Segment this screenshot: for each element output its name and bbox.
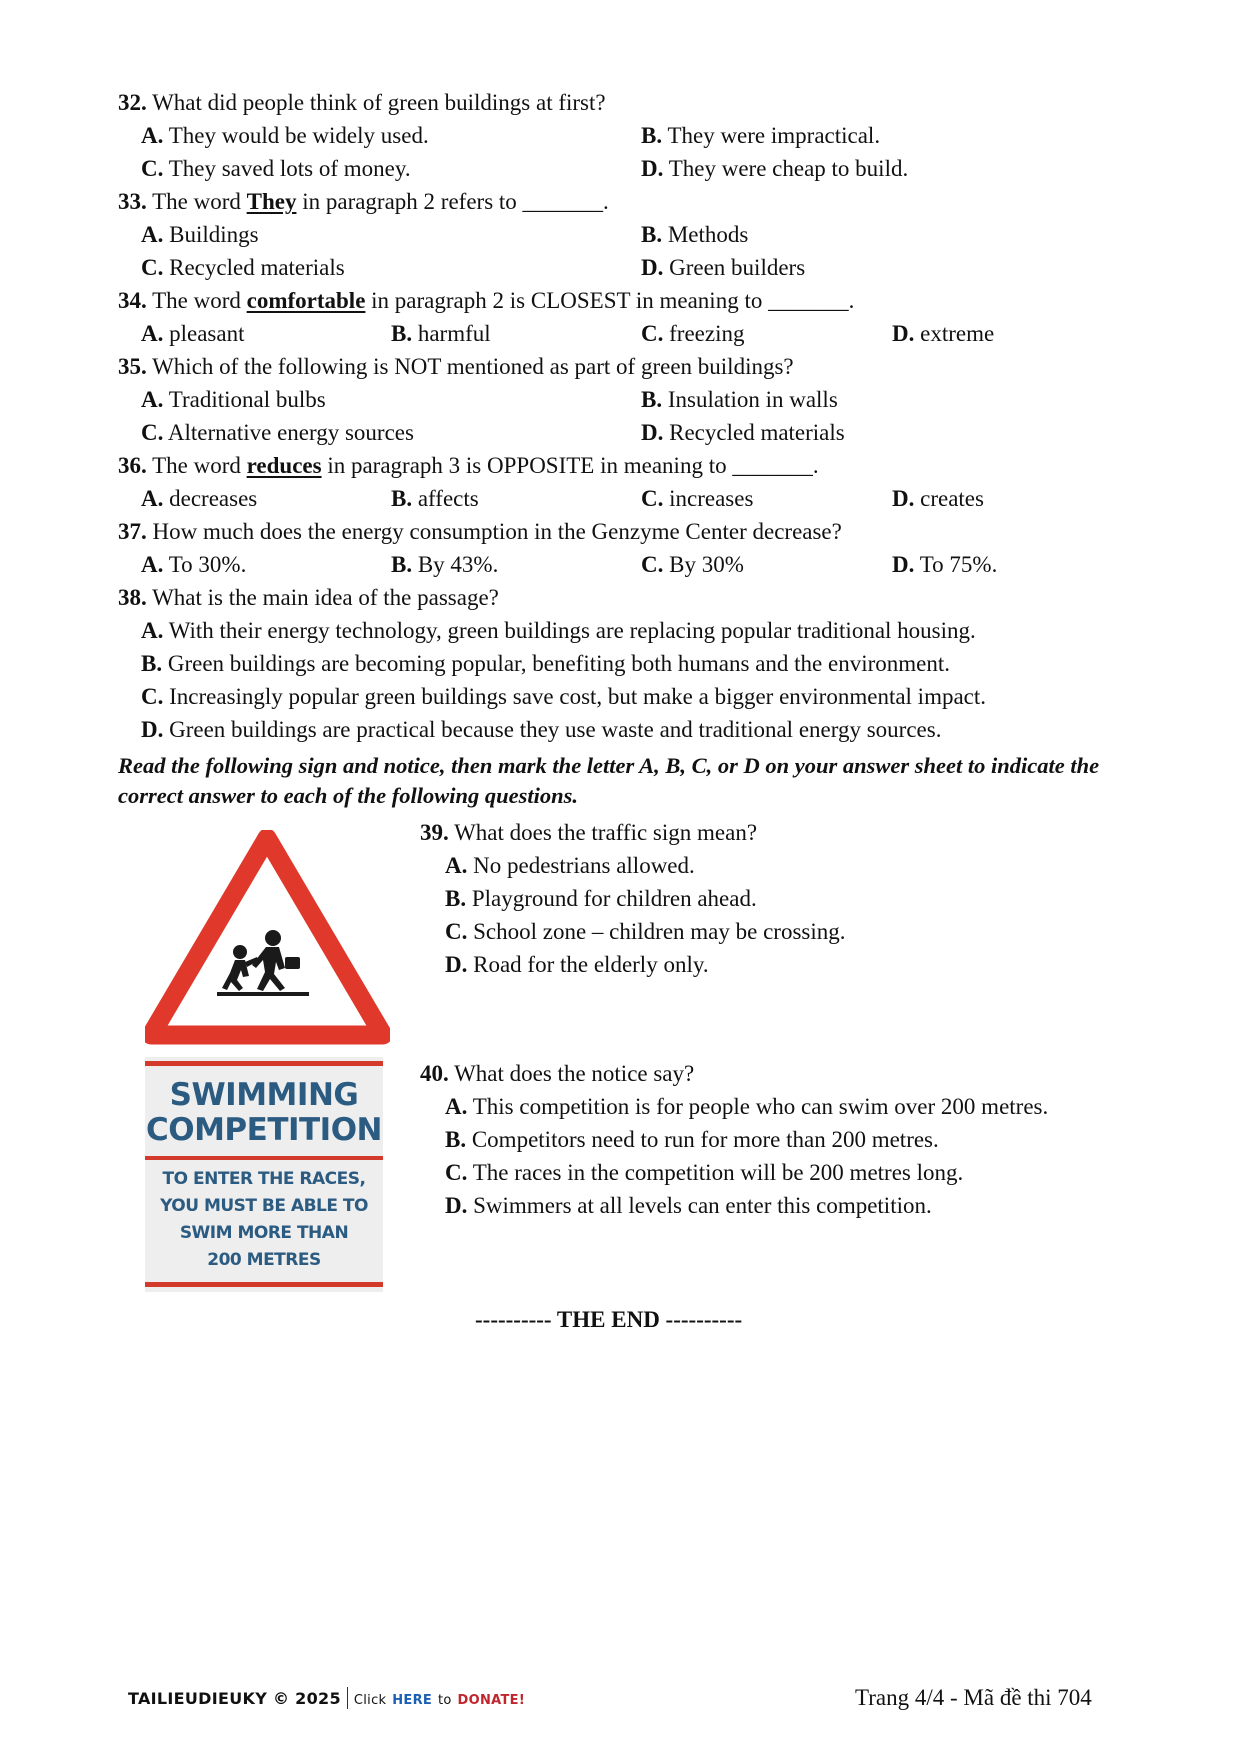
question-36: 36. The word reduces in paragraph 3 is OPPOSITE in meaning to _______. <box>118 453 819 478</box>
question-40: 40. What does the notice say? <box>420 1061 695 1086</box>
option-36-a[interactable]: A. decreases <box>141 486 258 511</box>
option-40-b[interactable]: B. Competitors need to run for more than 200 metres. <box>445 1127 939 1152</box>
end-marker: ---------- THE END ---------- <box>475 1307 743 1332</box>
notice-line: TO ENTER THE RACES, <box>162 1169 366 1189</box>
option-34-a[interactable]: A. pleasant <box>141 321 245 346</box>
donate-here-link[interactable]: HERE <box>392 1693 433 1708</box>
notice-title-line2: COMPETITION <box>145 1112 382 1148</box>
page-number: Trang 4/4 - Mã đề thi 704 <box>855 1685 1092 1710</box>
donate-link[interactable]: DONATE! <box>457 1693 526 1708</box>
notice-line: SWIM MORE THAN <box>179 1223 349 1243</box>
option-34-d[interactable]: D. extreme <box>892 321 995 346</box>
option-33-d[interactable]: D. Green builders <box>641 255 806 280</box>
notice-title-line1: SWIMMING <box>169 1077 359 1113</box>
option-40-d[interactable]: D. Swimmers at all levels can enter this competition. <box>445 1193 932 1218</box>
option-37-d[interactable]: D. To 75%. <box>892 552 998 577</box>
option-36-b[interactable]: B. affects <box>391 486 479 511</box>
option-36-c[interactable]: C. increases <box>641 486 754 511</box>
option-39-d[interactable]: D. Road for the elderly only. <box>445 952 709 977</box>
question-38: 38. What is the main idea of the passage? <box>118 585 499 610</box>
option-39-b[interactable]: B. Playground for children ahead. <box>445 886 757 911</box>
option-33-a[interactable]: A. Buildings <box>141 222 259 247</box>
option-39-c[interactable]: C. School zone – children may be crossing. <box>445 919 846 944</box>
children-crossing-sign <box>145 830 390 1045</box>
footer-click: Click <box>353 1693 387 1708</box>
notice-line: YOU MUST BE ABLE TO <box>160 1196 368 1216</box>
question-35: 35. Which of the following is NOT mentioned as part of green buildings? <box>118 354 794 379</box>
option-40-a[interactable]: A. This competition is for people who can swim over 200 metres. <box>445 1094 1049 1119</box>
option-38-b[interactable]: B. Green buildings are becoming popular, benefiting both humans and the environment. <box>141 651 951 676</box>
option-38-d[interactable]: D. Green buildings are practical because they use waste and traditional energy sources. <box>141 717 942 742</box>
option-37-a[interactable]: A. To 30%. <box>141 552 247 577</box>
notice-line: 200 METRES <box>207 1250 321 1270</box>
option-35-d[interactable]: D. Recycled materials <box>641 420 845 445</box>
option-34-c[interactable]: C. freezing <box>641 321 745 346</box>
footer-brand-text: TAILIEUDIEUKY © 2025 <box>128 1689 341 1708</box>
option-40-c[interactable]: C. The races in the competition will be 200 metres long. <box>445 1160 964 1185</box>
question-37: 37. How much does the energy consumption in the Genzyme Center decrease? <box>118 519 842 544</box>
option-33-b[interactable]: B. Methods <box>641 222 749 247</box>
option-33-c[interactable]: C. Recycled materials <box>141 255 345 280</box>
option-32-c[interactable]: C. They saved lots of money. <box>141 156 411 181</box>
section-instruction: Read the following sign and notice, then mark the letter A, B, C, or D on your answer sheet to indicate the correct answer to each of the following questions. <box>118 753 1100 808</box>
option-34-b[interactable]: B. harmful <box>391 321 491 346</box>
question-33: 33. The word They in paragraph 2 refers to _______. <box>118 189 609 214</box>
option-38-a[interactable]: A. With their energy technology, green buildings are replacing popular traditional housing. <box>141 618 976 643</box>
question-32: 32. What did people think of green buildings at first? <box>118 90 606 115</box>
option-35-a[interactable]: A. Traditional bulbs <box>141 387 326 412</box>
option-32-b[interactable]: B. They were impractical. <box>641 123 881 148</box>
option-32-d[interactable]: D. They were cheap to build. <box>641 156 909 181</box>
option-32-a[interactable]: A. They would be widely used. <box>141 123 429 148</box>
question-34: 34. The word comfortable in paragraph 2 is CLOSEST in meaning to _______. <box>118 288 855 313</box>
option-38-c[interactable]: C. Increasingly popular green buildings save cost, but make a bigger environmental impact. <box>141 684 987 709</box>
swimming-notice <box>145 1057 383 1292</box>
option-36-d[interactable]: D. creates <box>892 486 984 511</box>
footer-brand <box>128 1687 525 1709</box>
option-35-c[interactable]: C. Alternative energy sources <box>141 420 414 445</box>
question-39: 39. What does the traffic sign mean? <box>420 820 758 845</box>
option-37-b[interactable]: B. By 43%. <box>391 552 499 577</box>
option-35-b[interactable]: B. Insulation in walls <box>641 387 838 412</box>
option-39-a[interactable]: A. No pedestrians allowed. <box>445 853 695 878</box>
footer-to: to <box>437 1693 452 1708</box>
option-37-c[interactable]: C. By 30% <box>641 552 744 577</box>
